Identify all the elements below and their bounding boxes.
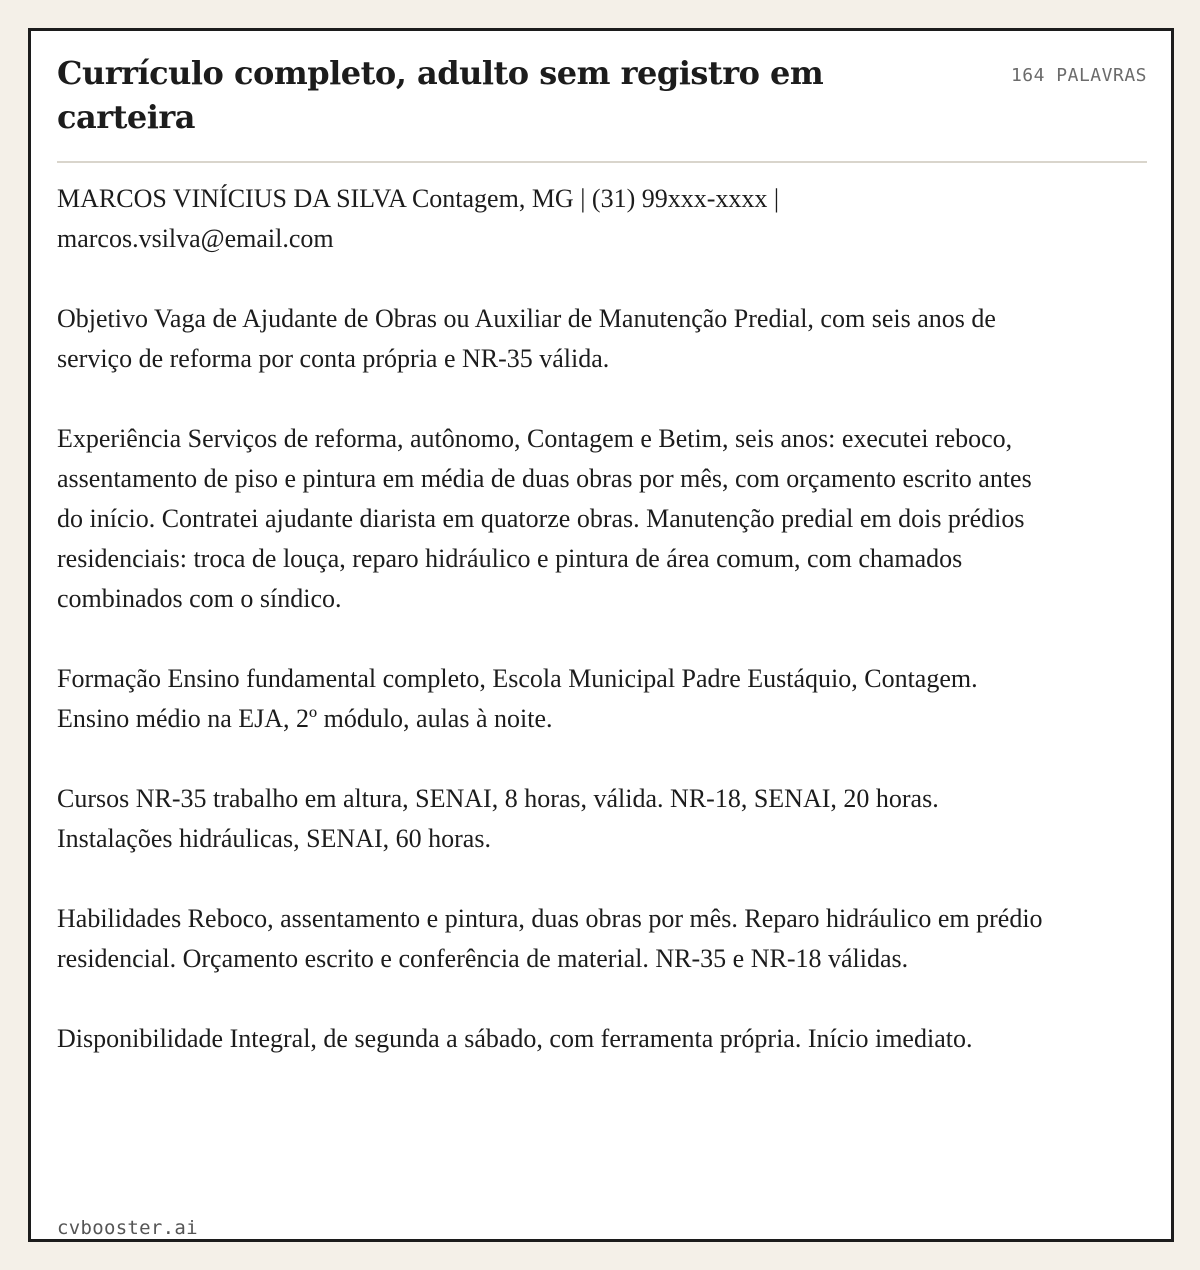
word-count-badge: 164 PALAVRAS <box>1010 65 1147 86</box>
card-header <box>57 51 1147 139</box>
resume-body <box>57 179 1052 1099</box>
objective-paragraph: Objetivo Vaga de Ajudante de Obras ou Auxiliar de Manutenção Predial, com seis anos de serviço de reforma por conta própria e NR-35 válida. <box>57 304 996 373</box>
courses-paragraph: Cursos NR-35 trabalho em altura, SENAI, 8 horas, válida. NR-18, SENAI, 20 horas. Instalações hidráulicas, SENAI, 60 horas. <box>57 784 939 853</box>
footer-brand: cvbooster.ai <box>57 1217 198 1239</box>
experience-paragraph: Experiência Serviços de reforma, autônomo, Contagem e Betim, seis anos: executei reboco, assentamento de piso e pintura em média de duas obras por mês, com orçamento escrito antes do início. Contratei ajudante diarista em quatorze obras. Manutenção predial em dois prédios residenciais: troca de louça, reparo hidráulico e pintura de área comum, com chamados combinados com o síndico. <box>57 424 1032 613</box>
page-title: Currículo completo, adulto sem registro em carteira <box>57 54 824 136</box>
education-paragraph: Formação Ensino fundamental completo, Escola Municipal Padre Eustáquio, Contagem. Ensino médio na EJA, 2º módulo, aulas à noite. <box>57 664 978 733</box>
availability-paragraph: Disponibilidade Integral, de segunda a sábado, com ferramenta própria. Início imediato. <box>57 1024 973 1053</box>
resume-card <box>28 28 1174 1242</box>
header-divider <box>57 161 1147 163</box>
contact-paragraph: MARCOS VINÍCIUS DA SILVA Contagem, MG | (31) 99xxx-xxxx | marcos.vsilva@email.com <box>57 184 780 253</box>
skills-paragraph: Habilidades Reboco, assentamento e pintura, duas obras por mês. Reparo hidráulico em prédio residencial. Orçamento escrito e conferência de material. NR-35 e NR-18 válidas. <box>57 904 1043 973</box>
